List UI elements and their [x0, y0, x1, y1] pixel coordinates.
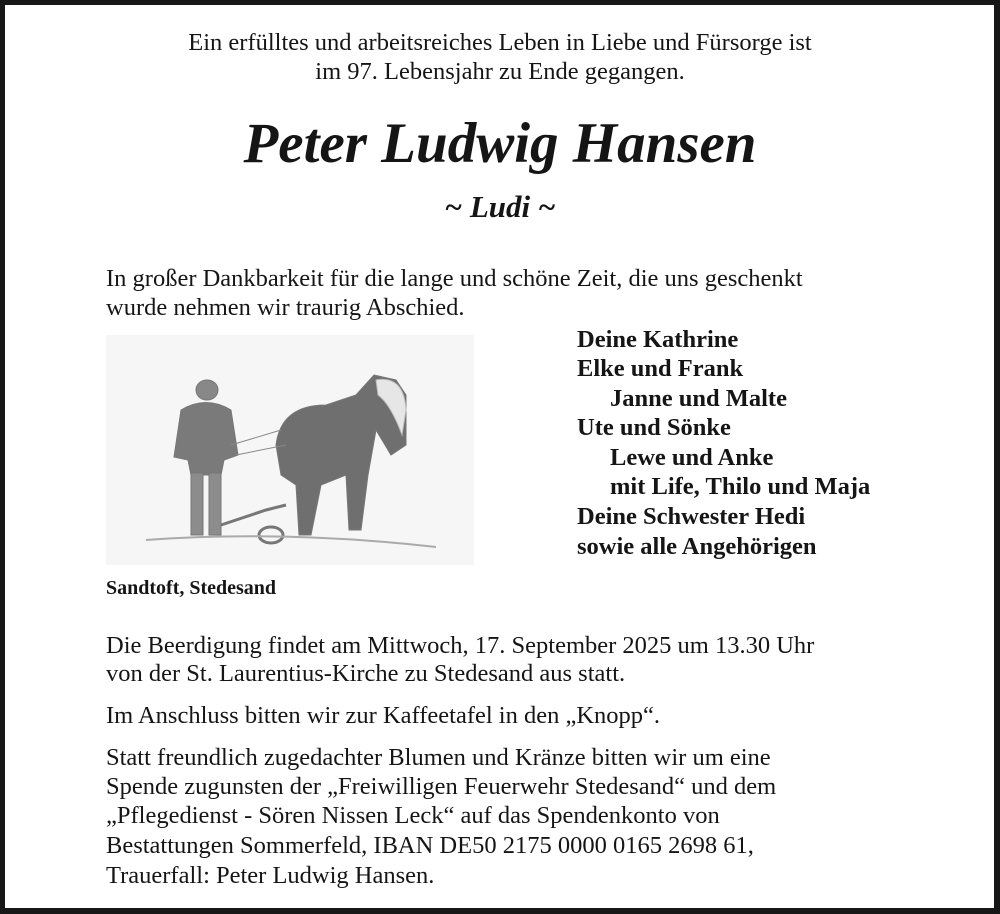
mourner-5: Lewe und Anke	[610, 444, 774, 471]
gratitude-line-1: In großer Dankbarkeit für die lange und schöne Zeit, die uns geschenkt	[106, 265, 803, 292]
horse-plough-drawing	[106, 335, 474, 565]
donation-line-5: Trauerfall: Peter Ludwig Hansen.	[106, 862, 435, 889]
mourner-2: Elke und Frank	[577, 355, 744, 382]
funeral-line-2: von der St. Laurentius-Kirche zu Stedesand aus statt.	[106, 660, 626, 687]
mourner-6: mit Life, Thilo und Maja	[610, 473, 871, 500]
funeral-line-1: Die Beerdigung findet am Mittwoch, 17. September 2025 um 13.30 Uhr	[106, 632, 815, 659]
donation-line-2: Spende zugunsten der „Freiwilligen Feuerwehr Stedesand“ und dem	[106, 773, 777, 800]
deceased-name: Peter Ludwig Hansen	[243, 112, 757, 175]
mourner-7: Deine Schwester Hedi	[577, 503, 806, 530]
intro-line-1: Ein erfülltes und arbeitsreiches Leben in Liebe und Fürsorge ist	[188, 29, 812, 56]
mourner-4: Ute und Sönke	[577, 414, 731, 441]
place-name: Sandtoft, Stedesand	[106, 577, 277, 599]
intro-line-2: im 97. Lebensjahr zu Ende gegangen.	[315, 58, 685, 85]
donation-line-3: „Pflegedienst - Sören Nissen Leck“ auf das Spendenkonto von	[106, 802, 720, 829]
mourner-1: Deine Kathrine	[577, 326, 739, 353]
mourner-3: Janne und Malte	[610, 385, 787, 412]
mourner-8: sowie alle Angehörigen	[577, 533, 817, 560]
nickname: ~ Ludi ~	[444, 189, 556, 224]
donation-line-4: Bestattungen Sommerfeld, IBAN DE50 2175 0000 0165 2698 61,	[106, 832, 754, 859]
coffee-line: Im Anschluss bitten wir zur Kaffeetafel in den „Knopp“.	[106, 702, 661, 729]
gratitude-line-2: wurde nehmen wir traurig Abschied.	[106, 294, 465, 321]
donation-line-1: Statt freundlich zugedachter Blumen und Kränze bitten wir um eine	[106, 744, 771, 771]
